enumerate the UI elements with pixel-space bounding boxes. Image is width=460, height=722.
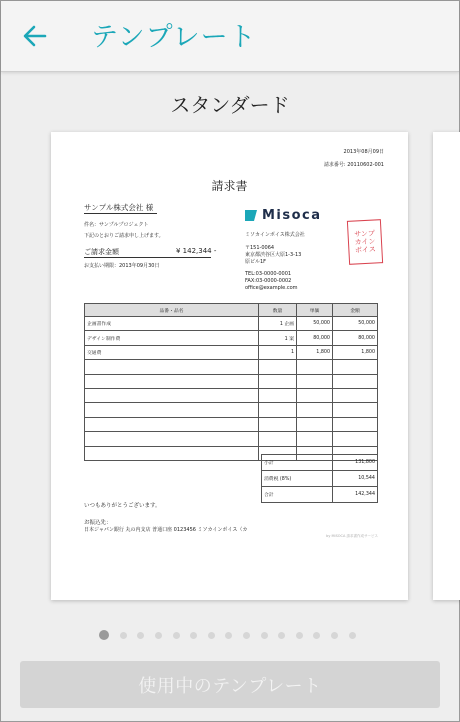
tax-row: 消費税 (8%) 10,544: [262, 471, 378, 487]
page-dot[interactable]: [173, 632, 180, 639]
arrow-left-icon: [23, 25, 47, 47]
total-row: 合計 142,344: [262, 487, 378, 503]
invoice-totals-table: [261, 454, 378, 503]
table-row-empty: [85, 374, 378, 388]
app-bar: [1, 1, 459, 72]
page-dot[interactable]: [243, 632, 250, 639]
table-row-empty: [85, 417, 378, 431]
table-row-empty: [85, 360, 378, 374]
company-name: ミソカインボイス株式会社: [245, 232, 305, 238]
invoice-items-table: [84, 303, 378, 461]
next-template-card[interactable]: [433, 132, 460, 600]
page-dot[interactable]: [296, 632, 303, 639]
page-dot[interactable]: [313, 632, 320, 639]
page-dot[interactable]: [208, 632, 215, 639]
amount-underline: [84, 257, 211, 258]
company-seal-stamp: サンプ カイン ボイス: [347, 219, 383, 265]
company-address1: 東京都渋谷区大原1-3-13: [245, 252, 302, 258]
page-dot[interactable]: [190, 632, 197, 639]
table-header-row: [85, 304, 378, 317]
page-dot[interactable]: [120, 632, 127, 639]
page-dot[interactable]: [331, 632, 338, 639]
invoice-date: 2013年08月09日: [343, 149, 384, 155]
page-indicator: [1, 630, 459, 640]
company-email: office@example.com: [245, 285, 298, 291]
page-dot-active[interactable]: [99, 630, 109, 640]
page-dot[interactable]: [261, 632, 268, 639]
footer-note: by MISOCA 請求書作成サービス: [326, 534, 378, 538]
bank-details: 日本ジャパン銀行 丸の内支店 普通口座 0123456 ミソカインボイス（カ: [84, 527, 248, 533]
client-name: サンプル株式会社 様: [84, 203, 154, 212]
page-dot[interactable]: [137, 632, 144, 639]
header-qty: 数量: [259, 304, 297, 317]
table-row: 交通費 1 1,800 1,800: [85, 345, 378, 359]
header-item: 品番・品名: [85, 304, 259, 317]
page-dot[interactable]: [225, 632, 232, 639]
page-dot[interactable]: [155, 632, 162, 639]
template-preview-card[interactable]: [51, 132, 408, 600]
amount-label: ご請求金額: [84, 248, 119, 256]
subtotal-row: 小計 131,800: [262, 455, 378, 471]
company-address2: 原ビル1F: [245, 259, 267, 265]
misoca-logo: Misoca: [245, 208, 322, 223]
company-postal: 〒151-0064: [245, 245, 275, 251]
due-date: お支払い期限：2013年09月30日: [84, 263, 160, 269]
table-row-empty: [85, 432, 378, 446]
thanks-note: いつもありがとうございます。: [84, 503, 161, 509]
table-row: デザイン制作費 1 案 80,000 80,000: [85, 331, 378, 345]
invoice-title: 請求書: [211, 179, 248, 193]
header-price: 単価: [297, 304, 333, 317]
client-underline: [84, 213, 157, 214]
invoice-number: 請求番号: 20110602-001: [323, 162, 384, 168]
company-tel: TEL:03-0000-0001: [245, 271, 292, 277]
table-row: 企画書作成 1 企画 50,000 50,000: [85, 317, 378, 331]
invoice-subject: 件名：サンプルプロジェクト: [84, 222, 149, 228]
table-row-empty: [85, 403, 378, 417]
header-amount: 金額: [333, 304, 378, 317]
page-title: テンプレート: [91, 22, 257, 53]
page-dot[interactable]: [349, 632, 356, 639]
invoice-intro: 下記のとおりご請求申し上げます。: [84, 233, 164, 239]
misoca-logo-mark-icon: [245, 210, 257, 221]
amount-value: ¥ 142,344 -: [176, 247, 217, 255]
template-name: スタンダード: [170, 93, 290, 117]
bank-label: お振込先：: [84, 520, 112, 526]
page-dot[interactable]: [278, 632, 285, 639]
back-button[interactable]: [15, 18, 55, 54]
table-row-empty: [85, 388, 378, 402]
use-template-button[interactable]: 使用中のテンプレート: [20, 661, 440, 708]
company-fax: FAX:03-0000-0002: [245, 278, 292, 284]
